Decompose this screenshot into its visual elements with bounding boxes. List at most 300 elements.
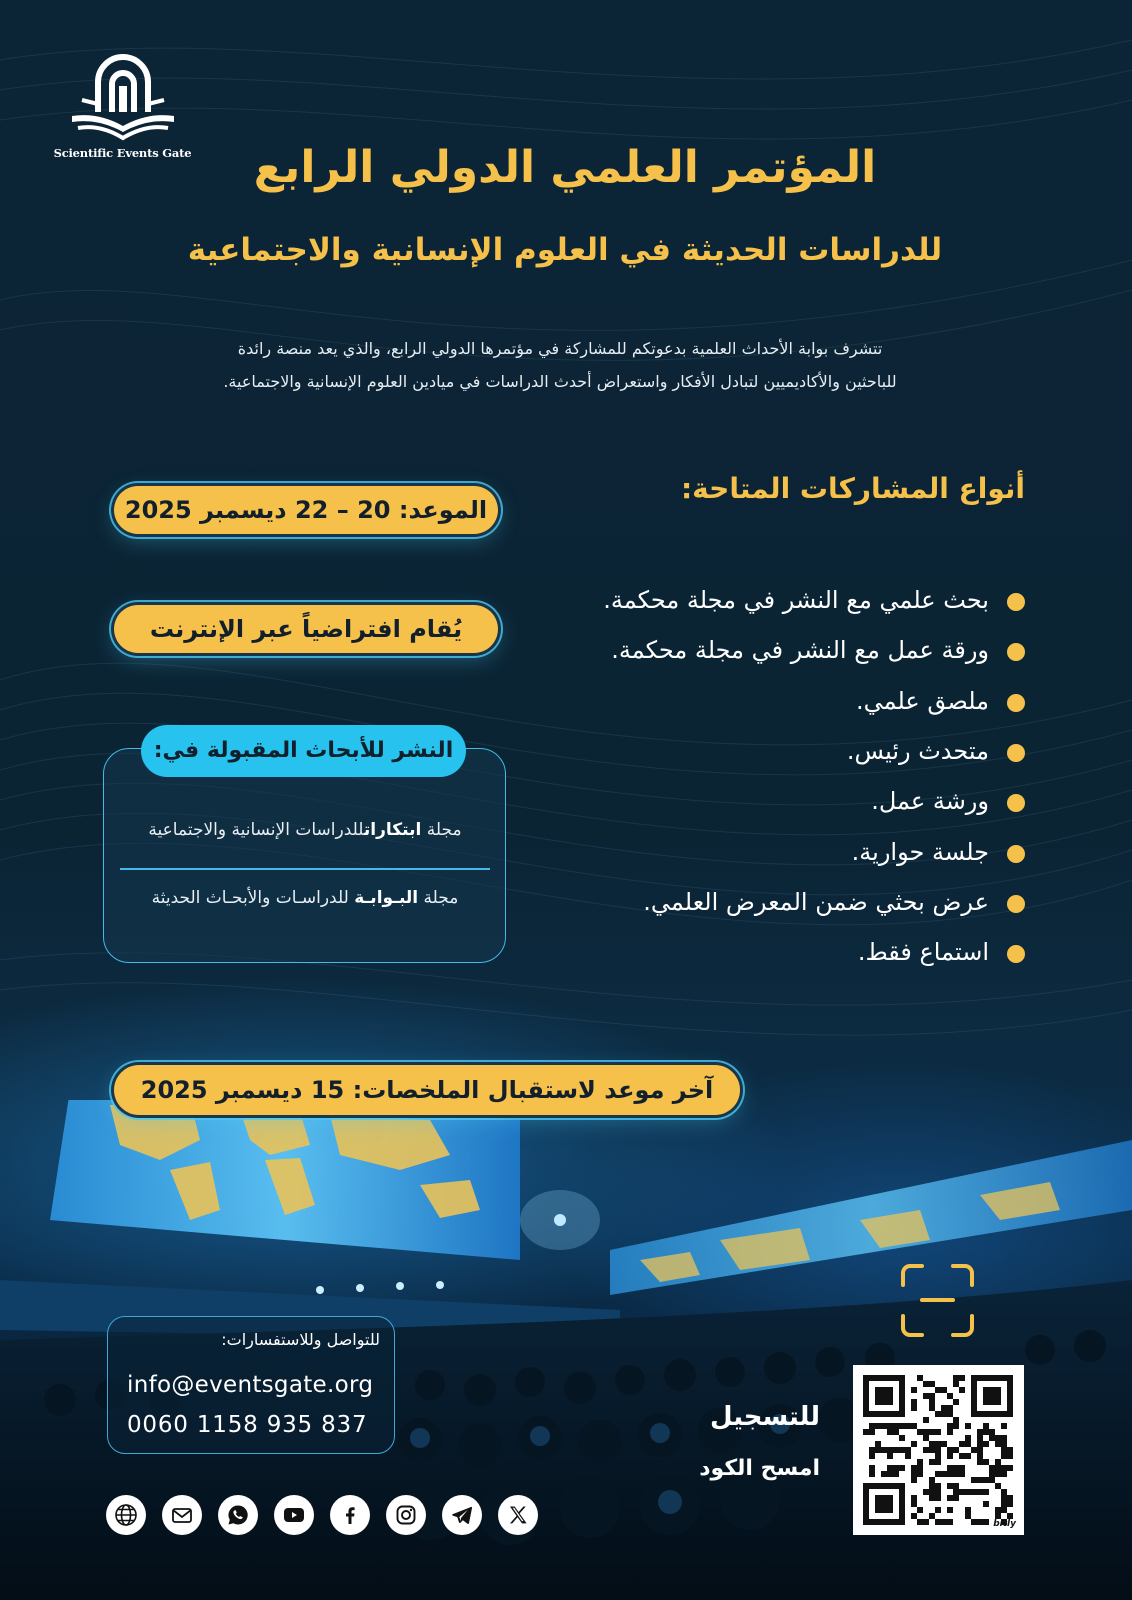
journal-suffix: للدراسات الإنسانية والاجتماعية <box>148 820 364 840</box>
qr-module <box>911 1471 917 1477</box>
qr-module <box>911 1477 917 1483</box>
qr-module <box>929 1489 935 1495</box>
qr-module <box>977 1459 983 1465</box>
qr-module <box>875 1387 881 1393</box>
qr-module <box>977 1435 983 1441</box>
facebook-icon[interactable] <box>330 1495 370 1535</box>
qr-module <box>887 1501 893 1507</box>
qr-module <box>995 1399 1001 1405</box>
qr-module <box>881 1471 887 1477</box>
qr-module <box>935 1429 941 1435</box>
email-icon[interactable] <box>162 1495 202 1535</box>
qr-module <box>953 1447 959 1453</box>
book-arch-icon <box>68 50 178 144</box>
qr-module <box>881 1411 887 1417</box>
qr-module <box>959 1453 965 1459</box>
qr-module <box>989 1465 995 1471</box>
qr-module <box>887 1495 893 1501</box>
qr-module <box>905 1453 911 1459</box>
journal-prefix: مجلة <box>423 888 459 908</box>
qr-module <box>917 1519 923 1525</box>
participation-item-label: ورقة عمل مع النشر في مجلة محكمة. <box>611 636 989 665</box>
qr-module <box>983 1387 989 1393</box>
qr-module <box>935 1483 941 1489</box>
journal-item <box>120 888 490 908</box>
qr-module <box>863 1501 869 1507</box>
qr-module <box>995 1507 1001 1513</box>
qr-module <box>947 1495 953 1501</box>
scan-code-label: امسح الكود <box>699 1456 820 1481</box>
qr-module <box>869 1453 875 1459</box>
qr-module <box>881 1447 887 1453</box>
qr-module <box>863 1381 869 1387</box>
qr-module <box>983 1489 989 1495</box>
qr-module <box>935 1411 941 1417</box>
registration-qr-code[interactable] <box>853 1365 1024 1535</box>
journal-name: ابتكارات <box>363 820 422 840</box>
qr-module <box>989 1471 995 1477</box>
qr-module <box>899 1405 905 1411</box>
qr-module <box>971 1375 977 1381</box>
qr-module <box>881 1519 887 1525</box>
qr-module <box>983 1459 989 1465</box>
qr-module <box>893 1429 899 1435</box>
qr-module <box>881 1495 887 1501</box>
qr-module <box>983 1477 989 1483</box>
intro-line: تتشرف بوابة الأحداث العلمية بدعوتكم للمشاركة في مؤتمرها الدولي الرابع، والذي يعد منصة رائدة <box>237 339 883 358</box>
qr-module <box>923 1381 929 1387</box>
qr-module <box>899 1411 905 1417</box>
qr-module <box>887 1399 893 1405</box>
qr-module <box>935 1447 941 1453</box>
participation-item-label: بحث علمي مع النشر في مجلة محكمة. <box>603 586 989 615</box>
qr-module <box>947 1483 953 1489</box>
qr-module <box>989 1375 995 1381</box>
qr-module <box>1007 1405 1013 1411</box>
qr-module <box>863 1507 869 1513</box>
qr-module <box>935 1507 941 1513</box>
qr-module <box>947 1453 953 1459</box>
qr-module <box>995 1435 1001 1441</box>
qr-module <box>887 1519 893 1525</box>
qr-module <box>947 1411 953 1417</box>
qr-module <box>887 1429 893 1435</box>
participation-item <box>540 575 1025 625</box>
qr-module <box>911 1513 917 1519</box>
qr-module <box>977 1477 983 1483</box>
qr-module <box>869 1411 875 1417</box>
qr-module <box>887 1483 893 1489</box>
qr-module <box>1007 1447 1013 1453</box>
qr-module <box>929 1477 935 1483</box>
participation-item-label: متحدث رئيس. <box>846 737 989 766</box>
qr-module <box>863 1513 869 1519</box>
event-mode-badge: يُقام افتراضياً عبر الإنترنت <box>114 605 498 653</box>
qr-module <box>887 1465 893 1471</box>
qr-module <box>887 1375 893 1381</box>
qr-module <box>899 1399 905 1405</box>
qr-module <box>959 1465 965 1471</box>
youtube-icon[interactable] <box>274 1495 314 1535</box>
qr-module <box>971 1447 977 1453</box>
qr-module <box>977 1375 983 1381</box>
qr-module <box>899 1519 905 1525</box>
participation-item-label: استماع فقط. <box>857 938 989 967</box>
qr-module <box>869 1375 875 1381</box>
abstract-deadline-badge: آخر موعد لاستقبال الملخصات: 15 ديسمبر 2025 <box>114 1065 740 1115</box>
instagram-icon[interactable] <box>386 1495 426 1535</box>
qr-module <box>947 1465 953 1471</box>
qr-module <box>959 1489 965 1495</box>
qr-module <box>995 1459 1001 1465</box>
qr-module <box>995 1411 1001 1417</box>
qr-module <box>917 1375 923 1381</box>
globe-icon[interactable] <box>106 1495 146 1535</box>
qr-module <box>887 1447 893 1453</box>
qr-module <box>947 1519 953 1525</box>
qr-module <box>899 1489 905 1495</box>
register-label: للتسجيل <box>709 1402 820 1432</box>
qr-module <box>935 1489 941 1495</box>
qr-module <box>935 1495 941 1501</box>
qr-module <box>917 1507 923 1513</box>
qr-module <box>869 1423 875 1429</box>
bullet-dot-icon <box>1007 945 1025 963</box>
qr-module <box>869 1483 875 1489</box>
qr-module <box>1001 1441 1007 1447</box>
qr-module <box>911 1423 917 1429</box>
qr-module <box>953 1471 959 1477</box>
qr-module <box>1007 1393 1013 1399</box>
telegram-icon[interactable] <box>442 1495 482 1535</box>
qr-module <box>911 1405 917 1411</box>
qr-module <box>917 1429 923 1435</box>
qr-module <box>983 1501 989 1507</box>
qr-module <box>965 1441 971 1447</box>
bullet-dot-icon <box>1007 895 1025 913</box>
qr-module <box>1007 1399 1013 1405</box>
bullet-dot-icon <box>1007 794 1025 812</box>
qr-module <box>905 1447 911 1453</box>
qr-module <box>947 1447 953 1453</box>
qr-module <box>887 1411 893 1417</box>
qr-module <box>929 1513 935 1519</box>
participation-item <box>540 676 1025 726</box>
qr-module <box>875 1507 881 1513</box>
brand-logo <box>50 50 195 170</box>
qr-module <box>995 1375 1001 1381</box>
qr-module <box>959 1375 965 1381</box>
qr-module <box>863 1483 869 1489</box>
qr-module <box>995 1483 1001 1489</box>
participation-item-label: جلسة حوارية. <box>851 837 989 866</box>
qr-module <box>959 1471 965 1477</box>
journal-prefix: مجلة <box>426 820 462 840</box>
participation-heading: أنواع المشاركات المتاحة: <box>680 472 1025 505</box>
qr-module <box>899 1483 905 1489</box>
qr-module <box>893 1519 899 1525</box>
qr-module <box>947 1471 953 1477</box>
page-subtitle: للدراسات الحديثة في العلوم الإنسانية والاجتماعية <box>187 232 943 268</box>
qr-module <box>947 1423 953 1429</box>
qr-module <box>953 1465 959 1471</box>
qr-module <box>929 1441 935 1447</box>
qr-module <box>995 1465 1001 1471</box>
qr-module <box>989 1477 995 1483</box>
qr-module <box>875 1423 881 1429</box>
qr-module <box>947 1429 953 1435</box>
qr-module <box>1001 1447 1007 1453</box>
qr-module <box>971 1411 977 1417</box>
qr-module <box>863 1399 869 1405</box>
qr-module <box>863 1405 869 1411</box>
qr-module <box>953 1483 959 1489</box>
qr-module <box>899 1423 905 1429</box>
qr-module <box>899 1447 905 1453</box>
qr-module <box>953 1417 959 1423</box>
qr-module <box>983 1441 989 1447</box>
qr-module <box>989 1399 995 1405</box>
qr-module <box>917 1465 923 1471</box>
qr-module <box>1007 1411 1013 1417</box>
qr-module <box>983 1375 989 1381</box>
qr-module <box>899 1465 905 1471</box>
qr-module <box>953 1399 959 1405</box>
qr-module <box>977 1489 983 1495</box>
qr-module <box>899 1393 905 1399</box>
qr-module <box>929 1429 935 1435</box>
qr-module <box>959 1441 965 1447</box>
qr-module <box>899 1381 905 1387</box>
qr-module <box>899 1501 905 1507</box>
qr-module <box>869 1471 875 1477</box>
bullet-dot-icon <box>1007 593 1025 611</box>
social-links <box>106 1495 546 1537</box>
qr-module <box>971 1381 977 1387</box>
participation-item <box>540 927 1025 977</box>
qr-module <box>929 1459 935 1465</box>
qr-module <box>995 1441 1001 1447</box>
qr-module <box>1001 1435 1007 1441</box>
qr-module <box>911 1387 917 1393</box>
x-icon[interactable] <box>498 1495 538 1535</box>
qr-module <box>863 1429 869 1435</box>
qr-module <box>887 1507 893 1513</box>
qr-module <box>893 1471 899 1477</box>
qr-module <box>941 1411 947 1417</box>
qr-module <box>1001 1411 1007 1417</box>
qr-module <box>911 1495 917 1501</box>
qr-module <box>989 1393 995 1399</box>
qr-module <box>935 1441 941 1447</box>
qr-module <box>953 1423 959 1429</box>
qr-module <box>935 1459 941 1465</box>
qr-tag: bitly <box>993 1519 1016 1529</box>
qr-module <box>947 1507 953 1513</box>
qr-module <box>947 1405 953 1411</box>
qr-module <box>923 1393 929 1399</box>
qr-module <box>941 1387 947 1393</box>
qr-module <box>935 1519 941 1525</box>
qr-module <box>875 1483 881 1489</box>
qr-module <box>977 1441 983 1447</box>
qr-module <box>923 1489 929 1495</box>
qr-module <box>893 1423 899 1429</box>
contact-email-link[interactable]: info@eventsgate.org <box>127 1372 374 1398</box>
qr-module <box>1001 1375 1007 1381</box>
participation-item <box>540 826 1025 876</box>
qr-module <box>887 1453 893 1459</box>
qr-code-icon <box>863 1375 1013 1525</box>
qr-module <box>1001 1465 1007 1471</box>
journal-name: البـوابـة <box>354 888 419 908</box>
qr-module <box>995 1387 1001 1393</box>
qr-module <box>863 1519 869 1525</box>
qr-module <box>911 1399 917 1405</box>
qr-module <box>995 1393 1001 1399</box>
bullet-dot-icon <box>1007 694 1025 712</box>
qr-module <box>881 1501 887 1507</box>
qr-module <box>965 1507 971 1513</box>
qr-module <box>881 1399 887 1405</box>
qr-module <box>875 1393 881 1399</box>
qr-module <box>983 1429 989 1435</box>
qr-module <box>983 1519 989 1525</box>
qr-module <box>875 1495 881 1501</box>
qr-module <box>1007 1381 1013 1387</box>
qr-module <box>881 1387 887 1393</box>
qr-module <box>1007 1501 1013 1507</box>
qr-module <box>971 1405 977 1411</box>
qr-module <box>935 1453 941 1459</box>
qr-module <box>1001 1471 1007 1477</box>
contact-phone-link[interactable]: 0060 1158 935 837 <box>127 1412 368 1438</box>
qr-module <box>941 1519 947 1525</box>
qr-module <box>953 1381 959 1387</box>
qr-module <box>989 1435 995 1441</box>
qr-module <box>899 1435 905 1441</box>
qr-module <box>893 1465 899 1471</box>
qr-module <box>899 1387 905 1393</box>
qr-module <box>983 1411 989 1417</box>
qr-module <box>1001 1495 1007 1501</box>
qr-module <box>875 1441 881 1447</box>
qr-module <box>971 1399 977 1405</box>
qr-module <box>953 1495 959 1501</box>
qr-module <box>881 1423 887 1429</box>
qr-module <box>941 1441 947 1447</box>
qr-module <box>941 1405 947 1411</box>
contact-heading: للتواصل وللاستفسارات: <box>221 1330 380 1349</box>
qr-module <box>863 1387 869 1393</box>
qr-module <box>875 1399 881 1405</box>
event-date-badge: الموعد: 20 – 22 ديسمبر 2025 <box>114 486 498 534</box>
qr-module <box>899 1495 905 1501</box>
bullet-dot-icon <box>1007 744 1025 762</box>
qr-module <box>911 1501 917 1507</box>
qr-module <box>965 1453 971 1459</box>
qr-module <box>989 1411 995 1417</box>
qr-module <box>929 1381 935 1387</box>
qr-module <box>965 1435 971 1441</box>
qr-module <box>893 1483 899 1489</box>
qr-module <box>1007 1375 1013 1381</box>
qr-module <box>971 1489 977 1495</box>
qr-module <box>1007 1387 1013 1393</box>
qr-module <box>1007 1495 1013 1501</box>
qr-module <box>875 1519 881 1525</box>
qr-module <box>929 1405 935 1411</box>
bullet-dot-icon <box>1007 845 1025 863</box>
qr-module <box>971 1387 977 1393</box>
qr-module <box>887 1423 893 1429</box>
qr-module <box>899 1507 905 1513</box>
qr-module <box>869 1447 875 1453</box>
qr-module <box>947 1393 953 1399</box>
qr-module <box>887 1387 893 1393</box>
qr-module <box>875 1411 881 1417</box>
qr-module <box>989 1387 995 1393</box>
publishing-heading: النشر للأبحاث المقبولة في: <box>141 725 466 777</box>
qr-module <box>893 1411 899 1417</box>
qr-module <box>923 1435 929 1441</box>
qr-module <box>929 1495 935 1501</box>
qr-module <box>965 1423 971 1429</box>
qr-module <box>935 1387 941 1393</box>
qr-module <box>983 1399 989 1405</box>
qr-module <box>923 1447 929 1453</box>
whatsapp-icon[interactable] <box>218 1495 258 1535</box>
qr-module <box>965 1489 971 1495</box>
qr-module <box>1001 1453 1007 1459</box>
qr-module <box>935 1471 941 1477</box>
page-title: المؤتمر العلمي الدولي الرابع <box>253 142 877 193</box>
qr-module <box>929 1447 935 1453</box>
qr-module <box>917 1459 923 1465</box>
qr-module <box>899 1375 905 1381</box>
intro-paragraph <box>110 332 1010 398</box>
qr-module <box>983 1423 989 1429</box>
qr-module <box>875 1375 881 1381</box>
participation-list <box>540 575 1025 977</box>
qr-module <box>1007 1453 1013 1459</box>
publishing-box <box>103 748 506 963</box>
qr-module <box>923 1519 929 1525</box>
qr-module <box>881 1375 887 1381</box>
participation-item-label: عرض بحثي ضمن المعرض العلمي. <box>643 887 989 916</box>
qr-module <box>881 1507 887 1513</box>
qr-module <box>989 1429 995 1435</box>
qr-module <box>863 1411 869 1417</box>
bullet-dot-icon <box>1007 643 1025 661</box>
qr-module <box>893 1375 899 1381</box>
divider <box>120 868 490 870</box>
qr-module <box>959 1387 965 1393</box>
qr-module <box>875 1501 881 1507</box>
qr-module <box>953 1489 959 1495</box>
qr-module <box>911 1441 917 1447</box>
qr-module <box>869 1429 875 1435</box>
qr-module <box>995 1471 1001 1477</box>
qr-module <box>1001 1507 1007 1513</box>
qr-module <box>923 1429 929 1435</box>
qr-module <box>1001 1489 1007 1495</box>
qr-module <box>1001 1423 1007 1429</box>
participation-item <box>540 625 1025 675</box>
qr-module <box>1007 1465 1013 1471</box>
qr-module <box>869 1465 875 1471</box>
qr-module <box>929 1483 935 1489</box>
